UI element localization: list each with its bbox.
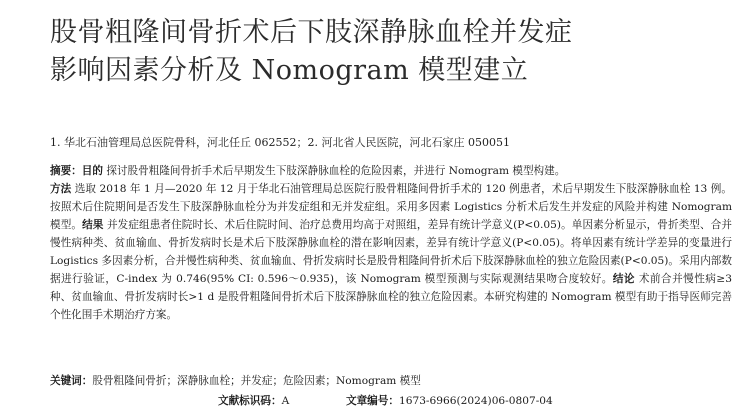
objective-label: 目的	[81, 165, 103, 177]
objective-text: 探讨股骨粗隆间骨折手术后早期发生下肢深静脉血栓的危险因素，并进行 Nomogram 模型构建。	[106, 165, 566, 177]
title-line-2: 影响因素分析及 Nomogram 模型建立	[50, 55, 529, 86]
methods-label: 方法	[50, 183, 72, 195]
keywords-line	[50, 373, 732, 388]
title-line-1: 股骨粗隆间骨折术后下肢深静脉血栓并发症	[50, 17, 573, 48]
article-number	[346, 393, 553, 408]
article-title	[50, 14, 730, 90]
doc-code-value: A	[281, 395, 290, 407]
conclusion-text: 术前合并慢性病≥3 种、贫血输血、骨折发病时长>1 d 是股骨粗隆间骨折术后下肢深静脉血栓的独立危险因素。本研究构建的 Nomogram 模型有助于指导医师完善个性化围手术期治疗方案。	[50, 273, 733, 321]
results-text: 并发症组患者住院时长、术后住院时间、治疗总费用均高于对照组，差异有统计学意义(P<0.05)。单因素分析显示，骨折类型、合并慢性病种类、贫血输血、骨折发病时长是术后下肢深静脉血栓的潜在影响因素，差异有统计学意义(P<0.05)。将单因素有统计学差异的变量进行 Logistics 多因素分析，合并慢性病种类、贫血输血、骨折发病时长是股骨粗隆间骨折术后下肢深静脉血栓的独立危险因素(P<0.05)。采用内部数据进行验证，C-index 为 0.746(95% CI: 0.596～0.935)，该 Nomogram 模型预测与实际观测结果吻合度较好。	[50, 219, 733, 285]
keywords-text: 股骨粗隆间骨折；深静脉血栓；并发症；危险因素；Nomogram 模型	[92, 375, 421, 387]
affiliations: 1. 华北石油管理局总医院骨科，河北任丘 062552；2. 河北省人民医院，河北石家庄 050051	[50, 136, 510, 149]
keywords-label: 关键词：	[50, 375, 93, 387]
article-no-label: 文章编号：	[346, 395, 399, 407]
methods-text: 选取 2018 年 1 月—2020 年 12 月于华北石油管理局总医院行股骨粗隆间骨折手术的 120 例患者，术后早期发生下肢深静脉血栓 13 例。按照术后住院期间是否发生下肢深静脉血栓分为并发症组和无并发症组。采用多因素 Logistics 分析术后发生并发症的风险并构建 Nomogram 模型。	[50, 183, 732, 231]
article-no-value: 1673-6966(2024)06-0807-04	[398, 395, 553, 407]
abstract-label: 摘要：	[50, 165, 82, 177]
abstract	[50, 162, 732, 324]
doc-code-label: 文献标识码：	[218, 395, 282, 407]
results-label: 结果	[82, 219, 104, 231]
conclusion-label: 结论	[612, 273, 636, 285]
doc-code	[218, 393, 289, 408]
